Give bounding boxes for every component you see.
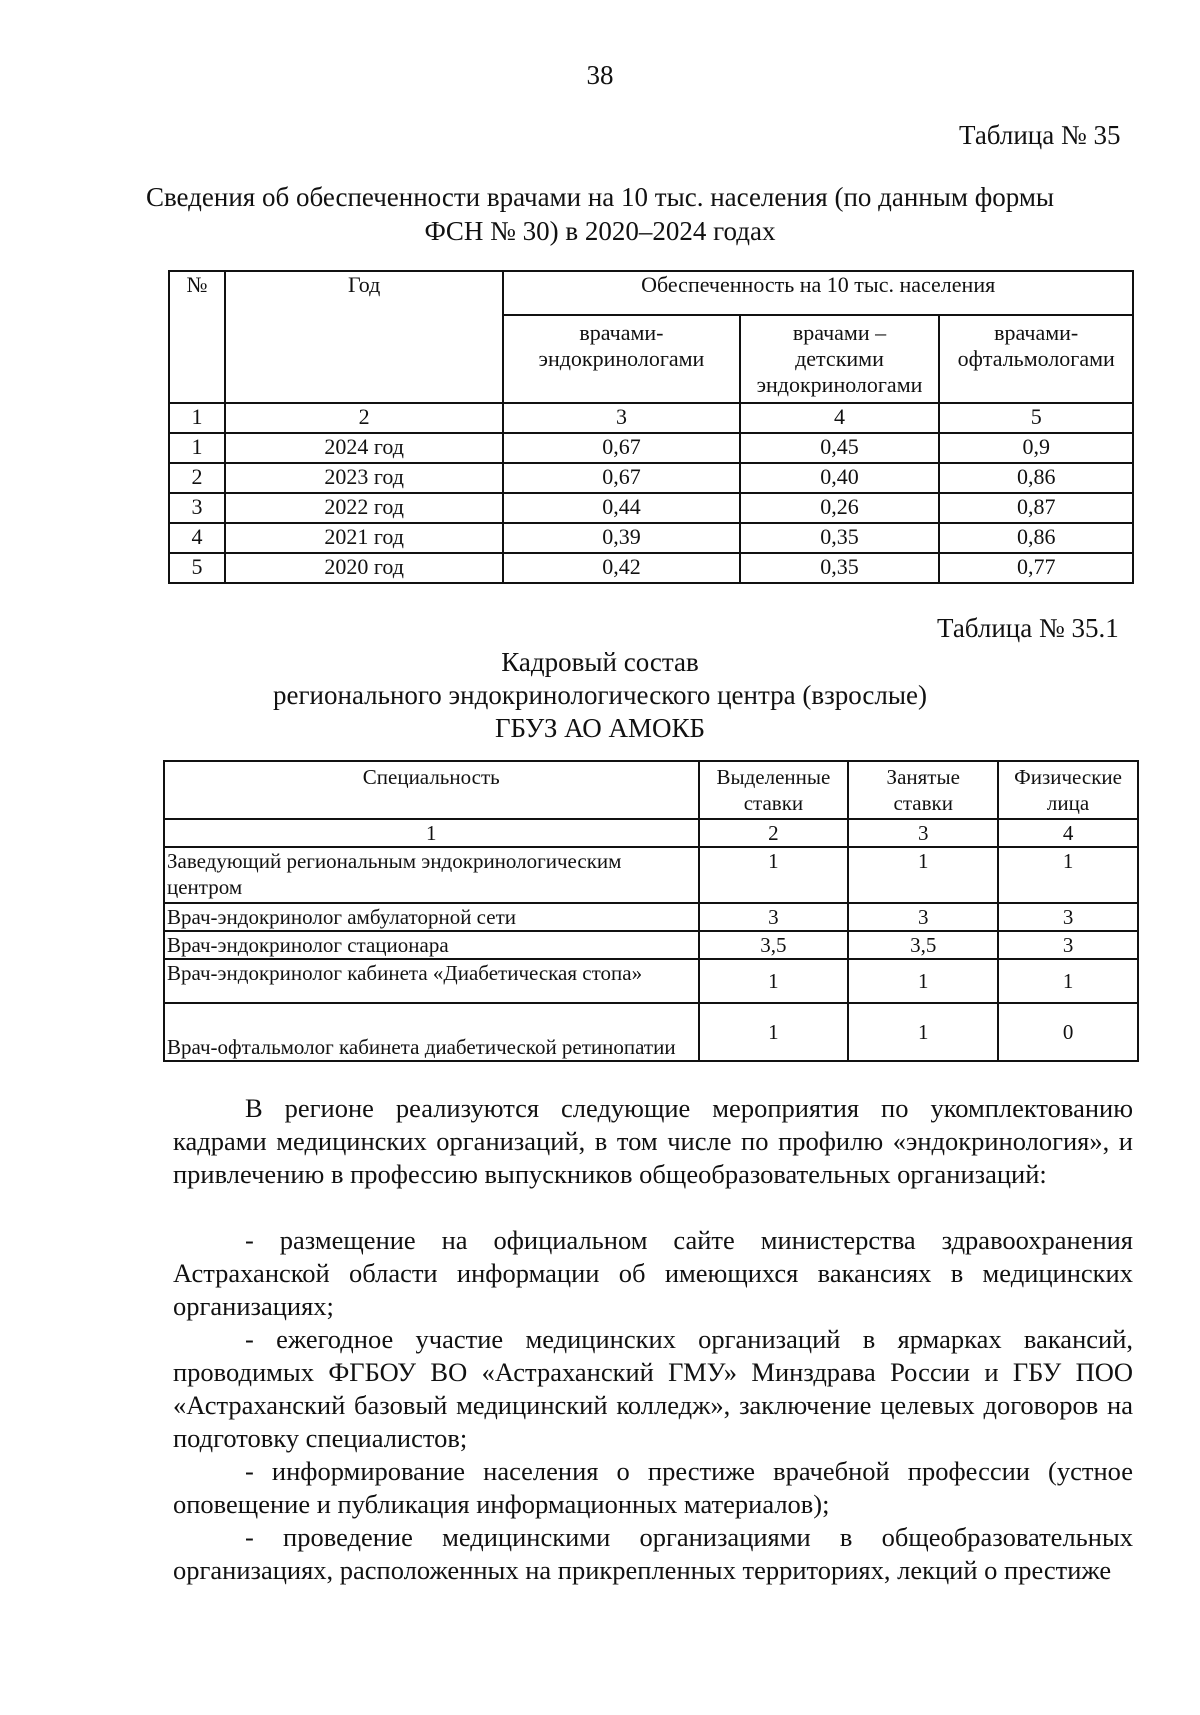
table-35-index-row xyxy=(169,403,1133,433)
page-number: 38 xyxy=(586,60,614,90)
index-cell: 1 xyxy=(164,819,699,847)
table-row xyxy=(169,553,1133,583)
row-num: 1 xyxy=(169,433,225,463)
index-cell: 3 xyxy=(503,403,739,433)
row-individuals: 1 xyxy=(998,847,1138,903)
table-35-title-line-2: ФСН № 30) в 2020–2024 годах xyxy=(424,216,776,246)
index-cell: 5 xyxy=(939,403,1133,433)
row-individuals: 3 xyxy=(998,903,1138,931)
table-row xyxy=(164,1003,1138,1061)
row-occupied: 3 xyxy=(848,903,998,931)
row-child-endo: 0,40 xyxy=(740,463,940,493)
body-bullet-1: - размещение на официальном сайте министерства здравоохранения Астраханской области информации об имеющихся вакансиях в медицинских организациях; xyxy=(173,1225,1133,1321)
index-cell: 2 xyxy=(225,403,503,433)
body-bullet-3: - информирование населения о престиже врачебной профессии (устное оповещение и публикация информационных материалов); xyxy=(173,1456,1133,1519)
table-35 xyxy=(168,270,1134,584)
row-specialty: Врач-эндокринолог стационара xyxy=(164,931,699,959)
body-bullet-4: - проведение медицинскими организациями в общеобразовательных организациях, расположенных на прикрепленных территориях, лекций о престиже xyxy=(173,1522,1133,1585)
table-row xyxy=(164,847,1138,903)
row-num: 4 xyxy=(169,523,225,553)
row-child-endo: 0,45 xyxy=(740,433,940,463)
row-occupied: 1 xyxy=(848,1003,998,1061)
row-allocated: 3,5 xyxy=(699,931,849,959)
row-allocated: 3 xyxy=(699,903,849,931)
row-ophth: 0,86 xyxy=(939,463,1133,493)
row-endo: 0,67 xyxy=(503,463,739,493)
row-specialty: Врач-эндокринолог кабинета «Диабетическая стопа» xyxy=(164,959,699,1003)
table-35-header-row xyxy=(169,271,1133,315)
row-endo: 0,67 xyxy=(503,433,739,463)
row-year: 2020 год xyxy=(225,553,503,583)
index-cell: 4 xyxy=(740,403,940,433)
row-specialty: Врач-эндокринолог амбулаторной сети xyxy=(164,903,699,931)
row-ophth: 0,86 xyxy=(939,523,1133,553)
table-row xyxy=(169,523,1133,553)
header-allocated: Выделенные ставки xyxy=(699,761,849,819)
table-35-1 xyxy=(163,760,1139,1062)
row-ophth: 0,9 xyxy=(939,433,1133,463)
header-ophthalmologists: врачами-офтальмологами xyxy=(939,315,1133,403)
row-ophth: 0,77 xyxy=(939,553,1133,583)
table-35-1-title-line-2: регионального эндокринологического центра (взрослые) xyxy=(272,680,927,710)
index-cell: 3 xyxy=(848,819,998,847)
row-specialty: Заведующий региональным эндокринологическим центром xyxy=(164,847,699,903)
table-row xyxy=(169,433,1133,463)
table-35-1-title-line-1: Кадровый состав xyxy=(501,647,699,677)
row-endo: 0,44 xyxy=(503,493,739,523)
header-individuals: Физические лица xyxy=(998,761,1138,819)
row-individuals: 1 xyxy=(998,959,1138,1003)
row-occupied: 1 xyxy=(848,959,998,1003)
table-35-1-title-line-3: ГБУЗ АО АМОКБ xyxy=(494,713,706,743)
header-child-endocrinologists: врачами – детскими эндокринологами xyxy=(740,315,940,403)
row-child-endo: 0,35 xyxy=(740,523,940,553)
index-cell: 4 xyxy=(998,819,1138,847)
header-num: № xyxy=(169,271,225,403)
row-child-endo: 0,26 xyxy=(740,493,940,523)
row-occupied: 3,5 xyxy=(848,931,998,959)
row-num: 2 xyxy=(169,463,225,493)
index-cell: 1 xyxy=(169,403,225,433)
table-row xyxy=(164,931,1138,959)
header-group: Обеспеченность на 10 тыс. населения xyxy=(503,271,1133,315)
row-specialty: Врач-офтальмолог кабинета диабетической ретинопатии xyxy=(164,1003,699,1061)
row-num: 3 xyxy=(169,493,225,523)
row-year: 2021 год xyxy=(225,523,503,553)
row-individuals: 0 xyxy=(998,1003,1138,1061)
row-year: 2024 год xyxy=(225,433,503,463)
table-row xyxy=(164,959,1138,1003)
row-allocated: 1 xyxy=(699,847,849,903)
table-35-1-index-row xyxy=(164,819,1138,847)
index-cell: 2 xyxy=(699,819,849,847)
row-year: 2022 год xyxy=(225,493,503,523)
row-individuals: 3 xyxy=(998,931,1138,959)
table-35-label: Таблица № 35 xyxy=(959,120,1121,150)
row-ophth: 0,87 xyxy=(939,493,1133,523)
row-endo: 0,42 xyxy=(503,553,739,583)
body-bullet-2: - ежегодное участие медицинских организаций в ярмарках вакансий, проводимых ФГБОУ ВО «Астраханский ГМУ» Минздрава России и ГБУ ПОО «Астраханский базовый медицинский колледж», заключение целевых договоров на подготовку специалистов; xyxy=(173,1324,1133,1453)
table-35-1-label: Таблица № 35.1 xyxy=(937,613,1119,643)
table-row xyxy=(169,493,1133,523)
row-occupied: 1 xyxy=(848,847,998,903)
table-35-1-header-row xyxy=(164,761,1138,819)
row-allocated: 1 xyxy=(699,959,849,1003)
row-allocated: 1 xyxy=(699,1003,849,1061)
header-occupied: Занятые ставки xyxy=(848,761,998,819)
table-35-title-line-1: Сведения об обеспеченности врачами на 10 тыс. населения (по данным формы xyxy=(145,182,1055,212)
header-endocrinologists: врачами-эндокринологами xyxy=(503,315,739,403)
row-year: 2023 год xyxy=(225,463,503,493)
header-specialty: Специальность xyxy=(164,761,699,819)
row-child-endo: 0,35 xyxy=(740,553,940,583)
header-year: Год xyxy=(225,271,503,403)
row-num: 5 xyxy=(169,553,225,583)
table-row xyxy=(169,463,1133,493)
table-row xyxy=(164,903,1138,931)
body-intro-paragraph: В регионе реализуются следующие мероприятия по укомплектованию кадрами медицинских организаций, в том числе по профилю «эндокринология», и привлечению в профессию выпускников общеобразовательных организаций: xyxy=(173,1093,1133,1189)
row-endo: 0,39 xyxy=(503,523,739,553)
